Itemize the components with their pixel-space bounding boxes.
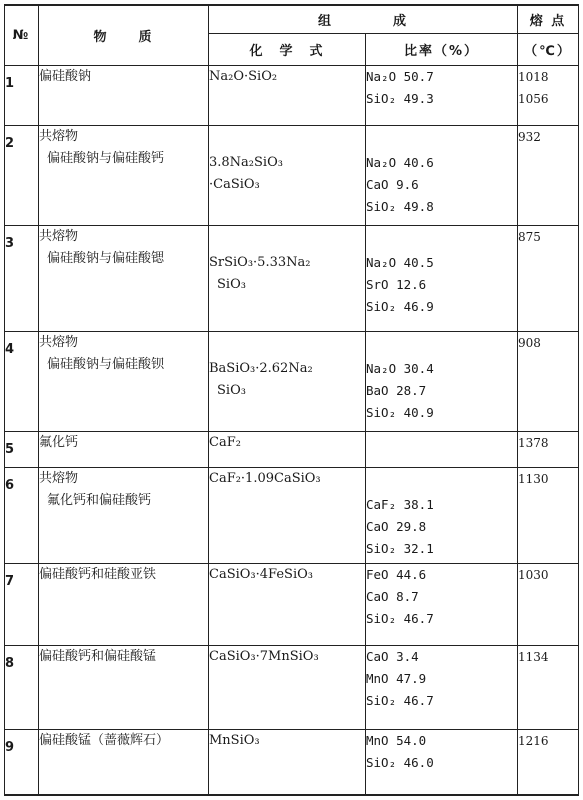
formula-cell: [209, 331, 366, 431]
substance-name: 氟化钙: [39, 434, 79, 450]
melting-point-value: 908: [518, 335, 541, 350]
table-row: [5, 125, 579, 225]
header-ratio: 比率（%）: [366, 33, 518, 65]
substance-name: 偏硅酸钠与偏硅酸锶: [47, 250, 165, 266]
melting-point-cell: [518, 645, 579, 729]
ratio-value: FeO 44.6: [366, 566, 427, 582]
formula-cell: [209, 225, 366, 331]
substance-cell: [39, 65, 209, 125]
melting-point-cell: [518, 225, 579, 331]
ratio-value: CaO 29.8: [366, 518, 427, 534]
table-row: [5, 431, 579, 467]
substance-name: 偏硅酸钙和硅酸亚铁: [39, 566, 157, 582]
substance-cell: [39, 225, 209, 331]
substance-cell: [39, 125, 209, 225]
row-number: 1: [5, 65, 39, 125]
ratio-value: Na₂O 40.6: [366, 154, 434, 170]
formula-text: MnSiO₃: [209, 732, 260, 748]
table-row: [5, 225, 579, 331]
substance-cell: [39, 467, 209, 563]
substance-name: 共熔物: [39, 334, 79, 350]
ratio-value: SiO₂ 49.3: [366, 90, 434, 106]
substance-name: 偏硅酸钠: [39, 68, 92, 84]
formula-text: 3.8Na₂SiO₃: [209, 154, 283, 170]
melting-point-value: 1378: [518, 435, 549, 450]
row-number: 8: [5, 645, 39, 729]
ratio-value: SiO₂ 49.8: [366, 198, 434, 214]
melting-point-cell: [518, 467, 579, 563]
melting-point-value: 875: [518, 229, 541, 244]
melting-point-cell: [518, 563, 579, 645]
row-number: 2: [5, 125, 39, 225]
table-row: [5, 65, 579, 125]
substance-cell: [39, 729, 209, 795]
formula-cell: [209, 125, 366, 225]
melting-point-cell: [518, 431, 579, 467]
header-substance: 物 质: [39, 5, 209, 65]
substance-name: 共熔物: [39, 228, 79, 244]
ratio-value: Na₂O 40.5: [366, 254, 434, 270]
formula-text: SiO₃: [217, 382, 246, 398]
ratio-value: CaO 8.7: [366, 588, 419, 604]
melting-point-table: [4, 4, 579, 796]
melting-point-value: 1130: [518, 471, 549, 486]
table-row: [5, 563, 579, 645]
ratio-cell: [366, 225, 518, 331]
ratio-cell: [366, 729, 518, 795]
melting-point-value: 1216: [518, 733, 549, 748]
substance-cell: [39, 431, 209, 467]
table-row: [5, 467, 579, 563]
formula-text: Na₂O·SiO₂: [209, 68, 278, 84]
melting-point-cell: [518, 729, 579, 795]
ratio-cell: [366, 65, 518, 125]
header-formula: 化 学 式: [209, 33, 366, 65]
formula-cell: [209, 729, 366, 795]
substance-name: 偏硅酸钙和偏硅酸锰: [39, 648, 157, 664]
formula-text: CaSiO₃·4FeSiO₃: [209, 566, 313, 582]
ratio-cell: [366, 331, 518, 431]
ratio-value: SiO₂ 46.7: [366, 692, 434, 708]
formula-text: SiO₃: [217, 276, 246, 292]
ratio-value: Na₂O 50.7: [366, 68, 434, 84]
ratio-value: CaO 9.6: [366, 176, 419, 192]
substance-cell: [39, 645, 209, 729]
ratio-value: SiO₂ 46.7: [366, 610, 434, 626]
ratio-value: MnO 47.9: [366, 670, 427, 686]
ratio-cell: [366, 645, 518, 729]
ratio-value: SrO 12.6: [366, 276, 427, 292]
melting-point-cell: [518, 65, 579, 125]
row-number: 5: [5, 431, 39, 467]
melting-point-cell: [518, 125, 579, 225]
substance-name: 共熔物: [39, 470, 79, 486]
melting-point-value: 1018: [518, 69, 549, 84]
substance-cell: [39, 563, 209, 645]
ratio-value: Na₂O 30.4: [366, 360, 434, 376]
formula-text: ·CaSiO₃: [209, 176, 260, 192]
header-melting-unit: （℃）: [518, 33, 579, 65]
formula-cell: [209, 65, 366, 125]
melting-point-cell: [518, 331, 579, 431]
ratio-cell: [366, 431, 518, 467]
formula-text: CaF₂: [209, 434, 241, 450]
ratio-value: MnO 54.0: [366, 732, 427, 748]
ratio-cell: [366, 563, 518, 645]
ratio-value: CaO 3.4: [366, 648, 419, 664]
formula-text: CaSiO₃·7MnSiO₃: [209, 648, 319, 664]
melting-point-value: 1030: [518, 567, 549, 582]
substance-name: 共熔物: [39, 128, 79, 144]
formula-cell: [209, 431, 366, 467]
formula-text: CaF₂·1.09CaSiO₃: [209, 470, 321, 486]
substance-cell: [39, 331, 209, 431]
row-number: 3: [5, 225, 39, 331]
row-number: 9: [5, 729, 39, 795]
formula-cell: [209, 645, 366, 729]
table-row: [5, 645, 579, 729]
row-number: 7: [5, 563, 39, 645]
ratio-value: SiO₂ 40.9: [366, 404, 434, 420]
substance-name: 偏硅酸钠与偏硅酸钡: [47, 356, 165, 372]
row-number: 4: [5, 331, 39, 431]
table-row: [5, 331, 579, 431]
header-composition: 组 成: [209, 5, 518, 33]
ratio-value: SiO₂ 32.1: [366, 540, 434, 556]
ratio-cell: [366, 125, 518, 225]
formula-text: BaSiO₃·2.62Na₂: [209, 360, 313, 376]
ratio-value: SiO₂ 46.0: [366, 754, 434, 770]
melting-point-value: 932: [518, 129, 541, 144]
substance-name: 偏硅酸锰（蔷薇辉石）: [39, 732, 170, 748]
table-row: [5, 729, 579, 795]
substance-name: 氟化钙和偏硅酸钙: [47, 492, 152, 508]
formula-text: SrSiO₃·5.33Na₂: [209, 254, 311, 270]
ratio-value: BaO 28.7: [366, 382, 427, 398]
melting-point-value: 1056: [518, 91, 549, 106]
header-melting-point: 熔 点: [518, 5, 579, 33]
ratio-value: SiO₂ 46.9: [366, 298, 434, 314]
melting-point-value: 1134: [518, 649, 549, 664]
substance-name: 偏硅酸钠与偏硅酸钙: [47, 150, 165, 166]
header-no: №: [5, 5, 39, 65]
row-number: 6: [5, 467, 39, 563]
ratio-value: CaF₂ 38.1: [366, 496, 434, 512]
ratio-cell: [366, 467, 518, 563]
formula-cell: [209, 467, 366, 563]
formula-cell: [209, 563, 366, 645]
